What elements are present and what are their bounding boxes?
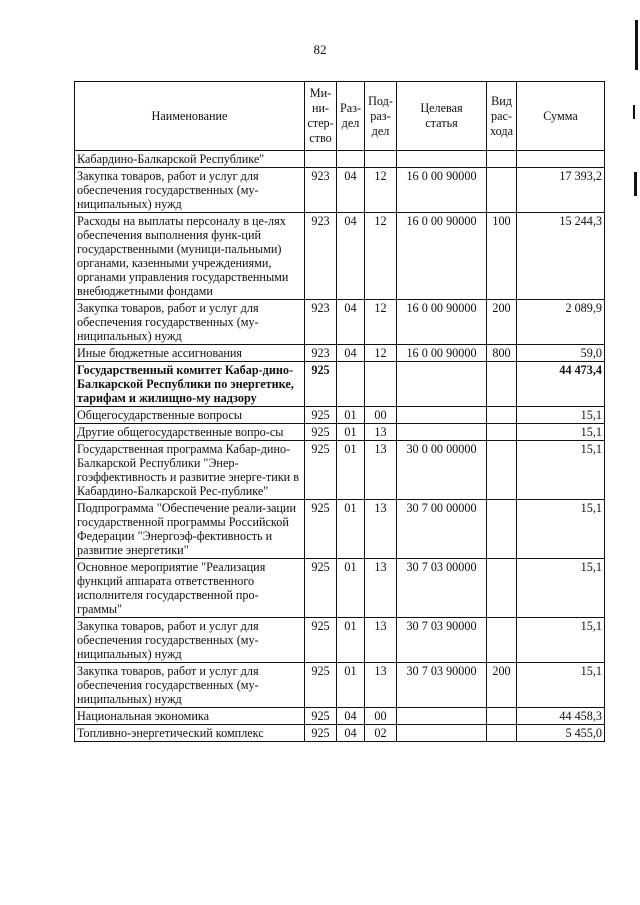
cell-expense-type: 200: [487, 300, 517, 345]
cell-target: 30 7 03 00000: [397, 559, 487, 618]
cell-ministry: 925: [305, 407, 337, 424]
cell-subsection: [365, 151, 397, 168]
table-row: [75, 362, 605, 407]
cell-amount: 44 473,4: [517, 362, 605, 407]
cell-name: Другие общегосударственные вопро-сы: [75, 424, 305, 441]
cell-section: 01: [337, 441, 365, 500]
cell-expense-type: [487, 362, 517, 407]
cell-subsection: 13: [365, 424, 397, 441]
cell-section: 01: [337, 618, 365, 663]
table-row: [75, 708, 605, 725]
table-row: [75, 151, 605, 168]
cell-amount: 15,1: [517, 559, 605, 618]
cell-name: Закупка товаров, работ и услуг для обеспечения государственных (му-ниципальных) нужд: [75, 168, 305, 213]
cell-ministry: 925: [305, 441, 337, 500]
cell-name: Закупка товаров, работ и услуг для обеспечения государственных (му-ниципальных) нужд: [75, 618, 305, 663]
cell-section: 01: [337, 559, 365, 618]
cell-amount: 59,0: [517, 345, 605, 362]
cell-ministry: 923: [305, 345, 337, 362]
cell-name: Национальная экономика: [75, 708, 305, 725]
cell-amount: 15,1: [517, 500, 605, 559]
cell-name: Иные бюджетные ассигнования: [75, 345, 305, 362]
cell-name: Государственный комитет Кабар-дино-Балкарской Республики по энергетике, тарифам и жилищно-му надзору: [75, 362, 305, 407]
header-section: Раз- дел: [337, 82, 365, 151]
scan-edge-mark: [634, 172, 637, 196]
cell-section: 04: [337, 168, 365, 213]
cell-amount: [517, 151, 605, 168]
cell-ministry: 925: [305, 362, 337, 407]
cell-expense-type: [487, 441, 517, 500]
cell-subsection: 13: [365, 618, 397, 663]
cell-name: Общегосударственные вопросы: [75, 407, 305, 424]
cell-target: 30 7 03 90000: [397, 663, 487, 708]
cell-expense-type: [487, 424, 517, 441]
cell-subsection: 12: [365, 168, 397, 213]
cell-section: 01: [337, 407, 365, 424]
cell-ministry: 925: [305, 708, 337, 725]
table-row: [75, 441, 605, 500]
cell-subsection: 13: [365, 559, 397, 618]
cell-section: 04: [337, 300, 365, 345]
cell-amount: 5 455,0: [517, 725, 605, 742]
cell-target: [397, 708, 487, 725]
cell-name: Топливно-энергетический комплекс: [75, 725, 305, 742]
cell-name: Государственная программа Кабар-дино-Балкарской Республики "Энер-гоэффективность и развитие энерге-тики в Кабардино-Балкарской Рес-публике": [75, 441, 305, 500]
cell-subsection: 12: [365, 345, 397, 362]
cell-subsection: [365, 362, 397, 407]
cell-ministry: 923: [305, 168, 337, 213]
table-row: [75, 213, 605, 300]
cell-ministry: 925: [305, 424, 337, 441]
cell-ministry: 923: [305, 300, 337, 345]
cell-ministry: [305, 151, 337, 168]
header-name: Наименование: [75, 82, 305, 151]
cell-section: 04: [337, 345, 365, 362]
cell-name: Расходы на выплаты персоналу в це-лях обеспечения выполнения функ-ций государственными (муници-пальными) органами, казенными учреждениями, органами управления государственными внебюджетными фондами: [75, 213, 305, 300]
header-amount: Сумма: [517, 82, 605, 151]
cell-amount: 15,1: [517, 618, 605, 663]
cell-amount: 15,1: [517, 407, 605, 424]
header-target: Целевая статья: [397, 82, 487, 151]
cell-name: Закупка товаров, работ и услуг для обеспечения государственных (му-ниципальных) нужд: [75, 663, 305, 708]
cell-ministry: 925: [305, 559, 337, 618]
cell-target: 16 0 00 90000: [397, 300, 487, 345]
table-row: [75, 559, 605, 618]
budget-table: [74, 81, 605, 742]
cell-target: 16 0 00 90000: [397, 345, 487, 362]
cell-target: [397, 362, 487, 407]
cell-expense-type: [487, 725, 517, 742]
cell-ministry: 925: [305, 618, 337, 663]
table-row: [75, 725, 605, 742]
table-row: [75, 663, 605, 708]
table-row: [75, 618, 605, 663]
cell-target: [397, 151, 487, 168]
cell-section: 04: [337, 725, 365, 742]
header-subsection: Под- раз- дел: [365, 82, 397, 151]
table-row: [75, 300, 605, 345]
cell-amount: 2 089,9: [517, 300, 605, 345]
cell-ministry: 925: [305, 725, 337, 742]
cell-section: 04: [337, 213, 365, 300]
cell-expense-type: [487, 708, 517, 725]
cell-expense-type: [487, 407, 517, 424]
cell-subsection: 12: [365, 213, 397, 300]
cell-name: Закупка товаров, работ и услуг для обеспечения государственных (му-ниципальных) нужд: [75, 300, 305, 345]
cell-name: Подпрограмма "Обеспечение реали-зации государственной программы Российской Федерации "Энергоэф-фективность и развитие энергетики": [75, 500, 305, 559]
cell-target: 16 0 00 90000: [397, 168, 487, 213]
cell-expense-type: [487, 151, 517, 168]
cell-section: [337, 151, 365, 168]
cell-target: 30 7 00 00000: [397, 500, 487, 559]
cell-subsection: 00: [365, 407, 397, 424]
cell-name: Кабардино-Балкарской Республике": [75, 151, 305, 168]
cell-expense-type: [487, 618, 517, 663]
cell-name: Основное мероприятие "Реализация функций аппарата ответственного исполнителя государственной про-граммы": [75, 559, 305, 618]
cell-subsection: 13: [365, 500, 397, 559]
cell-expense-type: 800: [487, 345, 517, 362]
cell-subsection: 12: [365, 300, 397, 345]
cell-target: 30 7 03 90000: [397, 618, 487, 663]
table-body: [75, 151, 605, 742]
cell-target: [397, 407, 487, 424]
cell-section: [337, 362, 365, 407]
cell-expense-type: [487, 559, 517, 618]
cell-target: [397, 725, 487, 742]
cell-amount: 15,1: [517, 663, 605, 708]
cell-subsection: 13: [365, 663, 397, 708]
cell-amount: 17 393,2: [517, 168, 605, 213]
cell-expense-type: 200: [487, 663, 517, 708]
cell-expense-type: [487, 168, 517, 213]
cell-ministry: 925: [305, 663, 337, 708]
header-expense-type: Вид рас- хода: [487, 82, 517, 151]
cell-amount: 44 458,3: [517, 708, 605, 725]
table-row: [75, 168, 605, 213]
table-row: [75, 500, 605, 559]
cell-expense-type: 100: [487, 213, 517, 300]
cell-section: 01: [337, 500, 365, 559]
cell-section: 04: [337, 708, 365, 725]
cell-subsection: 02: [365, 725, 397, 742]
scan-edge-mark: [633, 105, 635, 119]
cell-target: 30 0 00 00000: [397, 441, 487, 500]
table-row: [75, 424, 605, 441]
table-row: [75, 345, 605, 362]
cell-ministry: 925: [305, 500, 337, 559]
cell-amount: 15,1: [517, 424, 605, 441]
cell-section: 01: [337, 663, 365, 708]
cell-section: 01: [337, 424, 365, 441]
cell-subsection: 13: [365, 441, 397, 500]
cell-subsection: 00: [365, 708, 397, 725]
page-number: 82: [313, 42, 327, 57]
header-ministry: Ми- ни- стер- ство: [305, 82, 337, 151]
scan-edge-mark: [635, 20, 638, 70]
cell-amount: 15,1: [517, 441, 605, 500]
cell-target: [397, 424, 487, 441]
cell-expense-type: [487, 500, 517, 559]
cell-ministry: 923: [305, 213, 337, 300]
cell-target: 16 0 00 90000: [397, 213, 487, 300]
table-header-row: [75, 82, 605, 151]
table-row: [75, 407, 605, 424]
cell-amount: 15 244,3: [517, 213, 605, 300]
